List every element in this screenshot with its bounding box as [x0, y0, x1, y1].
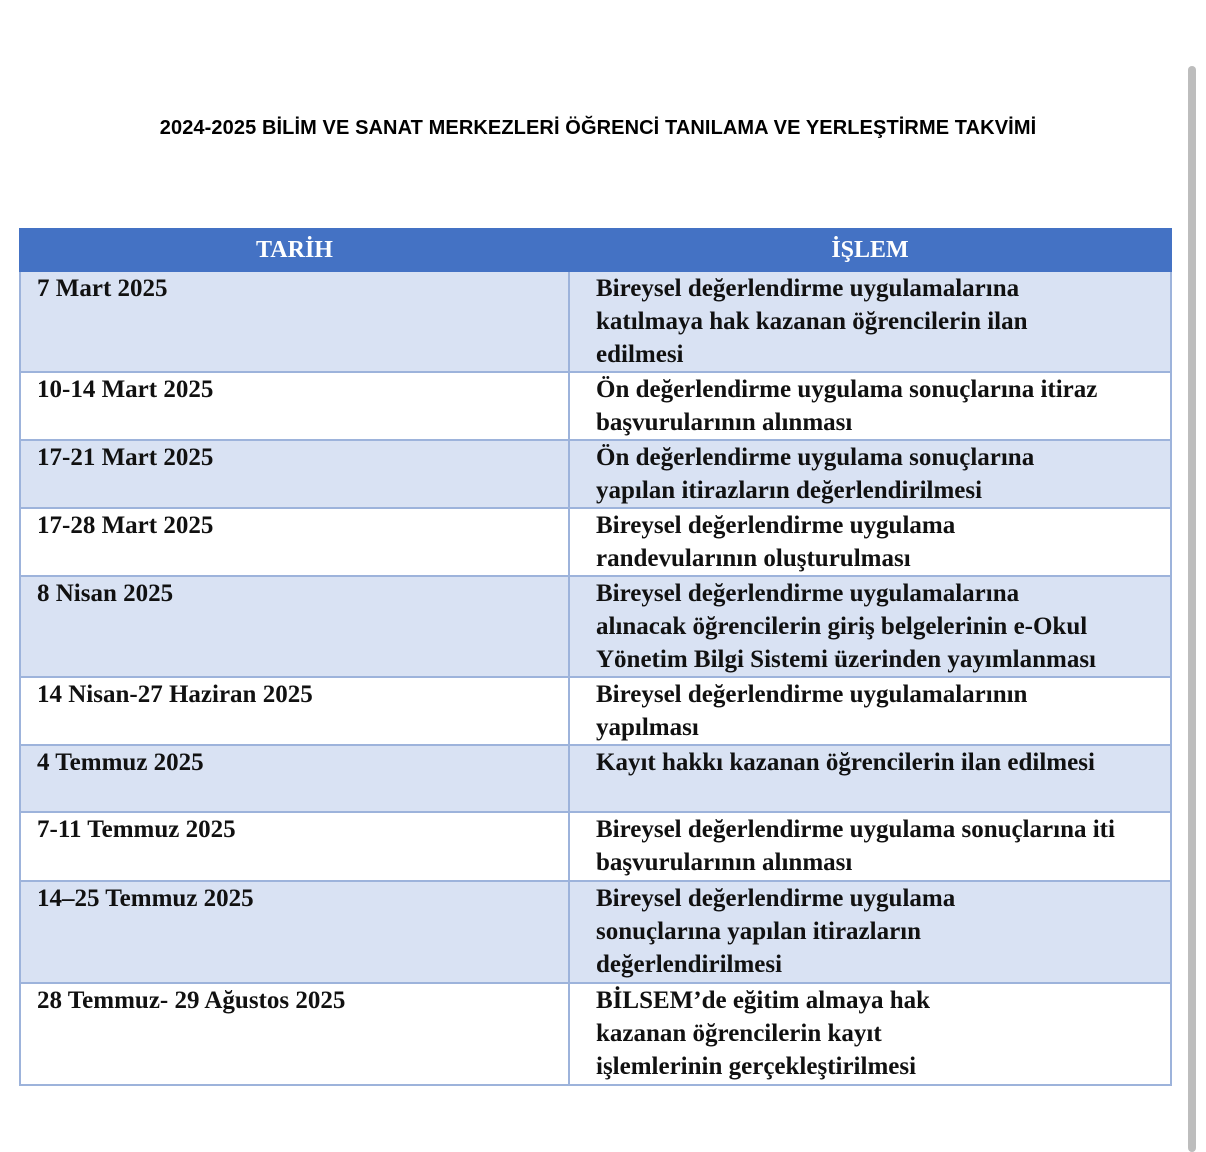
operation-line: Bireysel değerlendirme uygulama — [596, 512, 956, 539]
row-operation — [569, 271, 1171, 372]
operation-line: Ön değerlendirme uygulama sonuçlarına — [596, 444, 1035, 471]
row-date: 10-14 Mart 2025 — [20, 372, 569, 440]
operation-line: başvurularının alınması — [596, 409, 853, 436]
row-date: 7 Mart 2025 — [20, 271, 569, 372]
table-row — [20, 677, 1171, 745]
row-operation — [569, 440, 1171, 508]
operation-line: katılmaya hak kazanan öğrencilerin ilan — [596, 308, 1028, 335]
operation-line: Bireysel değerlendirme uygulamalarına — [596, 275, 1020, 302]
operation-line: Bireysel değerlendirme uygulamalarına — [596, 580, 1020, 607]
operation-line: yapılan itirazların değerlendirilmesi — [596, 477, 983, 504]
table-row — [20, 745, 1171, 812]
row-operation — [569, 881, 1171, 983]
table-row — [20, 983, 1171, 1085]
operation-line: Ön değerlendirme uygulama sonuçlarına itiraz — [596, 376, 1098, 403]
operation-line: Bireysel değerlendirme uygulama — [596, 885, 956, 912]
operation-line: yapılması — [596, 714, 699, 741]
row-date: 17-28 Mart 2025 — [20, 508, 569, 576]
row-date: 4 Temmuz 2025 — [20, 745, 569, 812]
operation-line: Kayıt hakkı kazanan öğrencilerin ilan edilmesi — [596, 749, 1095, 776]
table-row — [20, 508, 1171, 576]
table-row — [20, 440, 1171, 508]
table-row — [20, 881, 1171, 983]
table-row — [20, 812, 1171, 881]
operation-line: randevularının oluşturulması — [596, 545, 911, 572]
row-date: 7-11 Temmuz 2025 — [20, 812, 569, 881]
operation-line: sonuçlarına yapılan itirazların — [596, 918, 922, 945]
operation-line: Bireysel değerlendirme uygulama sonuçlarına iti — [596, 816, 1115, 843]
operation-line: başvurularının alınması — [596, 849, 853, 876]
table-row — [20, 576, 1171, 677]
row-operation — [569, 508, 1171, 576]
operation-line: Bireysel değerlendirme uygulamalarının — [596, 681, 1028, 708]
row-operation — [569, 983, 1171, 1085]
calendar-table — [19, 228, 1172, 1086]
operation-line: alınacak öğrencilerin giriş belgelerinin e-Okul — [596, 613, 1088, 640]
page-title: 2024-2025 BİLİM VE SANAT MERKEZLERİ ÖĞRENCİ TANILAMA VE YERLEŞTİRME TAKVİMİ — [159, 117, 1037, 139]
operation-line: kazanan öğrencilerin kayıt — [596, 1020, 882, 1047]
table-header-row — [20, 229, 1171, 271]
header-date: TARİH — [20, 229, 569, 271]
vertical-scrollbar[interactable] — [1188, 66, 1196, 1152]
row-operation — [569, 745, 1171, 812]
operation-line: işlemlerinin gerçekleştirilmesi — [596, 1053, 917, 1080]
row-date: 14–25 Temmuz 2025 — [20, 881, 569, 983]
row-date: 14 Nisan-27 Haziran 2025 — [20, 677, 569, 745]
row-operation — [569, 372, 1171, 440]
operation-line: değerlendirilmesi — [596, 951, 783, 978]
row-date: 8 Nisan 2025 — [20, 576, 569, 677]
row-operation — [569, 576, 1171, 677]
table-row — [20, 271, 1171, 372]
row-date: 28 Temmuz- 29 Ağustos 2025 — [20, 983, 569, 1085]
operation-line: BİLSEM’de eğitim almaya hak — [596, 987, 931, 1014]
row-date: 17-21 Mart 2025 — [20, 440, 569, 508]
operation-line: Yönetim Bilgi Sistemi üzerinden yayımlanması — [596, 646, 1096, 673]
row-operation — [569, 677, 1171, 745]
table-row — [20, 372, 1171, 440]
header-operation: İŞLEM — [569, 229, 1171, 271]
row-operation — [569, 812, 1171, 881]
operation-line: edilmesi — [596, 341, 684, 368]
